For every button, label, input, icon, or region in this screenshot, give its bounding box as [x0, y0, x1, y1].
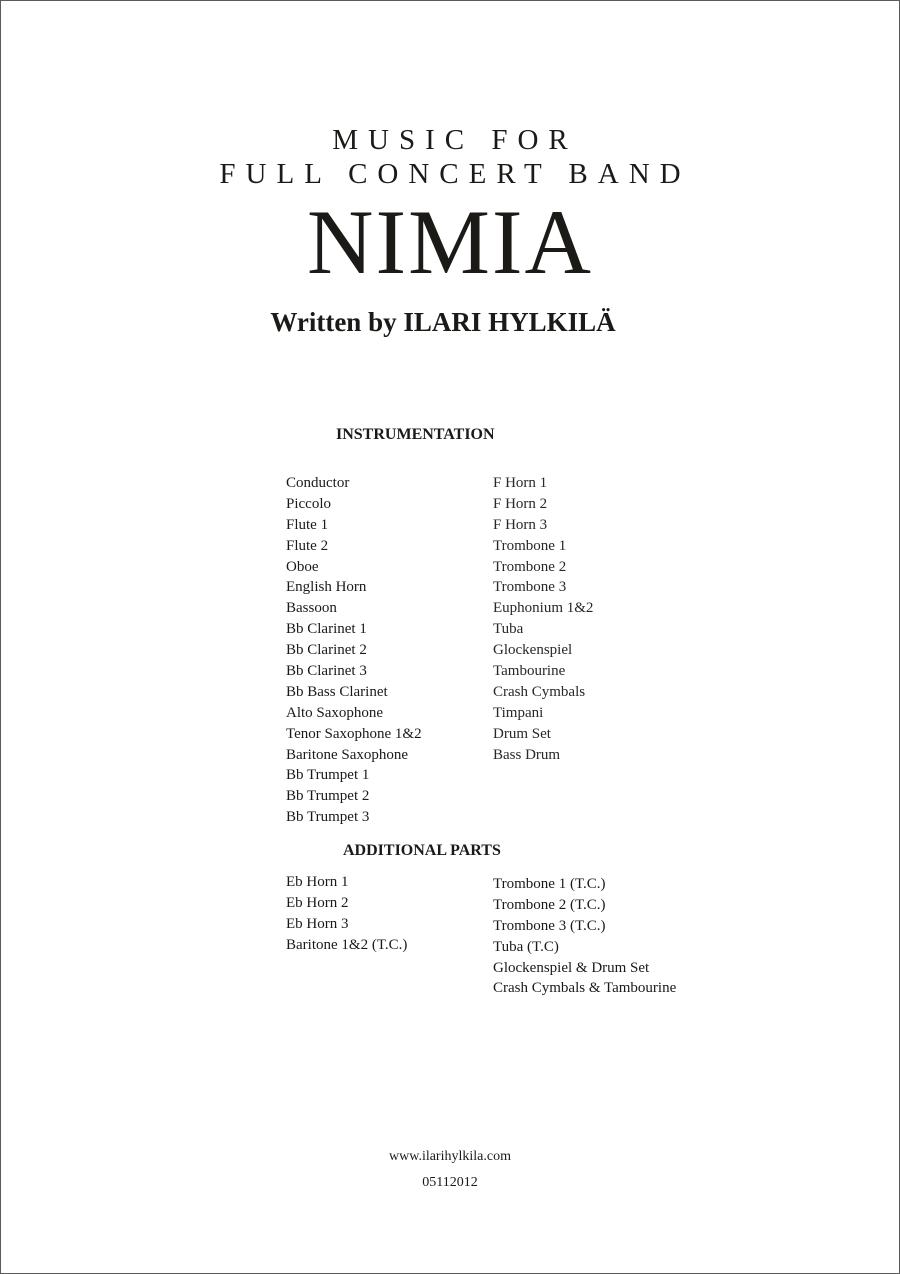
- list-item: Drum Set: [493, 725, 551, 742]
- list-item: Trombone 3 (T.C.): [493, 917, 606, 934]
- list-item: Trombone 1: [493, 537, 567, 554]
- list-item: Oboe: [286, 558, 319, 575]
- list-item: Bass Drum: [493, 746, 561, 763]
- list-item: Tambourine: [493, 663, 566, 680]
- instrument-list-left: [286, 473, 422, 828]
- list-item: F Horn 3: [493, 516, 548, 533]
- list-item: Bassoon: [286, 600, 337, 617]
- piece-title: NIMIA: [307, 191, 593, 293]
- list-item: Trombone 2: [493, 558, 567, 575]
- list-item: Flute 1: [286, 516, 329, 533]
- additional-parts-heading: ADDITIONAL PARTS: [343, 842, 501, 859]
- list-item: Baritone Saxophone: [286, 746, 409, 763]
- list-item: Bb Clarinet 2: [286, 642, 367, 659]
- list-item: Trombone 1 (T.C.): [493, 876, 606, 892]
- additional-list-right: [493, 874, 676, 999]
- list-item: Crash Cymbals & Tambourine: [493, 980, 677, 997]
- list-item: Bb Trumpet 2: [286, 788, 370, 805]
- list-item: F Horn 2: [493, 495, 548, 512]
- list-item: Eb Horn 2: [286, 894, 349, 911]
- list-item: Conductor: [286, 475, 350, 491]
- author-line: [0, 307, 900, 338]
- list-item: Alto Saxophone: [286, 704, 384, 721]
- list-item: English Horn: [286, 579, 367, 596]
- list-item: Flute 2: [286, 537, 329, 554]
- subtitle-line-1: MUSIC FOR: [332, 124, 578, 156]
- list-item: Tuba: [493, 621, 524, 638]
- list-item: Bb Trumpet 3: [286, 809, 370, 826]
- list-item: Bb Clarinet 3: [286, 663, 367, 680]
- list-item: Timpani: [493, 704, 544, 721]
- author-text: Written by ILARI HYLKILÄ: [270, 307, 616, 337]
- list-item: Glockenspiel: [493, 642, 573, 659]
- list-item: Crash Cymbals: [493, 683, 586, 700]
- list-item: Euphonium 1&2: [493, 600, 594, 617]
- list-item: Trombone 2 (T.C.): [493, 896, 606, 913]
- website: www.ilarihylkila.com: [389, 1149, 511, 1164]
- list-item: Tenor Saxophone 1&2: [286, 725, 422, 742]
- list-item: Trombone 3: [493, 579, 567, 596]
- list-item: Bb Bass Clarinet: [286, 683, 388, 700]
- list-item: Tuba (T.C): [493, 938, 559, 955]
- additional-list-left: [286, 872, 407, 956]
- list-item: Eb Horn 1: [286, 874, 349, 890]
- list-item: Baritone 1&2 (T.C.): [286, 936, 408, 953]
- document-code: 05112012: [422, 1175, 478, 1190]
- instrumentation-heading: INSTRUMENTATION: [336, 426, 495, 443]
- list-item: F Horn 1: [493, 475, 548, 491]
- list-item: Eb Horn 3: [286, 915, 349, 932]
- list-item: Glockenspiel & Drum Set: [493, 959, 650, 976]
- instrument-list-right: [493, 473, 593, 765]
- subtitle-line-2: FULL CONCERT BAND: [219, 158, 691, 190]
- list-item: Bb Trumpet 1: [286, 767, 370, 784]
- list-item: Piccolo: [286, 495, 331, 512]
- list-item: Bb Clarinet 1: [286, 621, 367, 638]
